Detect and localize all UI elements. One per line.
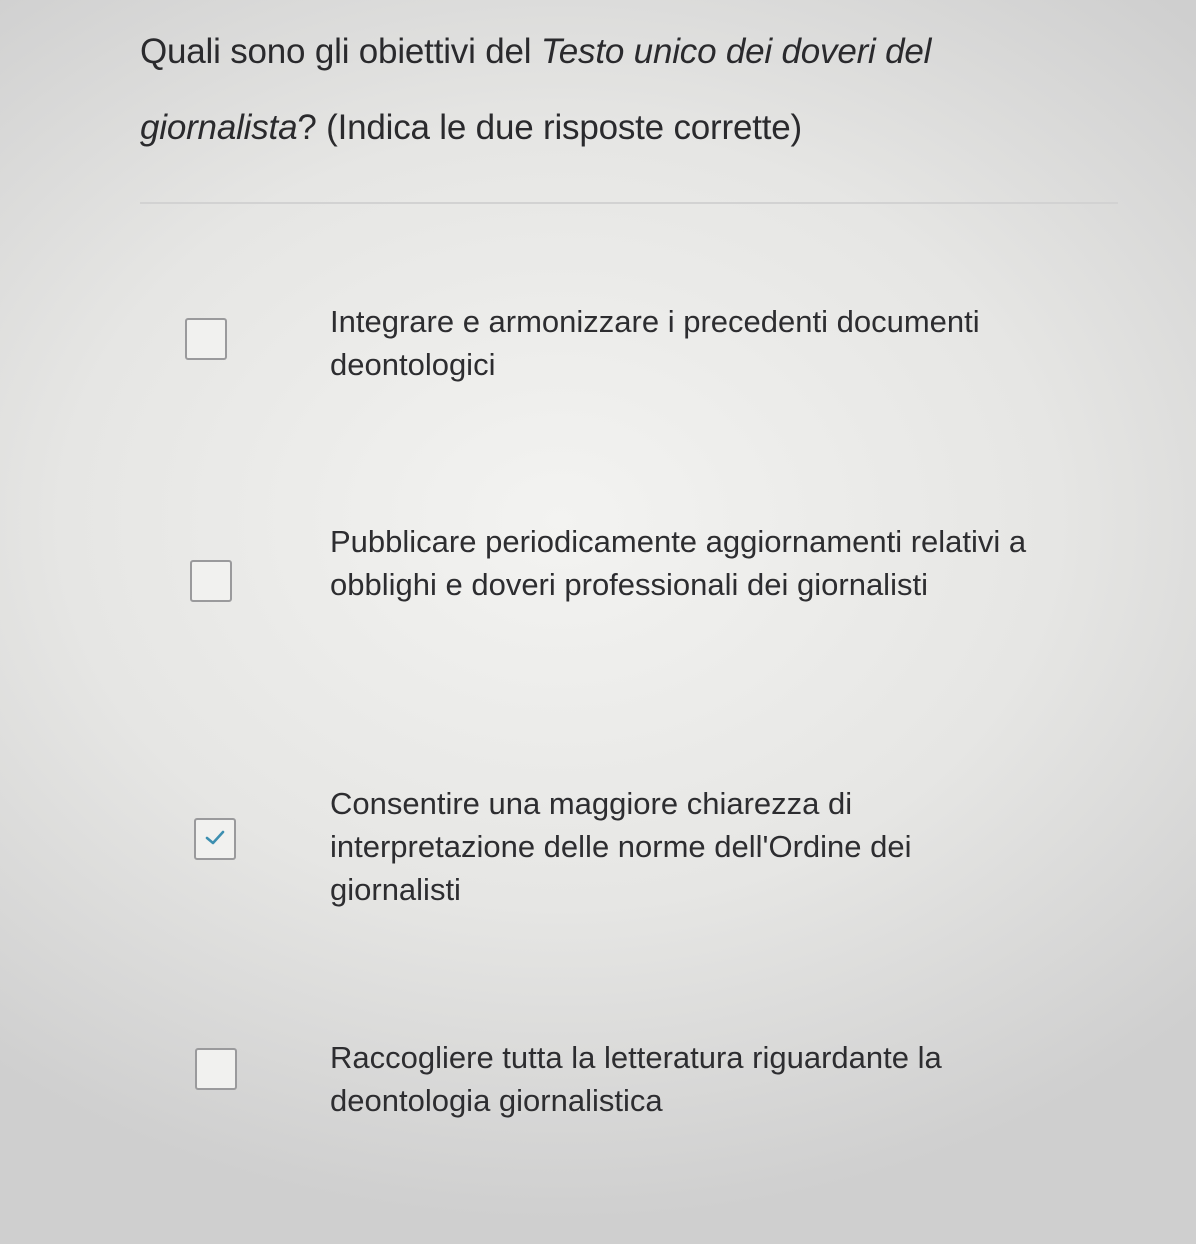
check-icon [204, 829, 226, 847]
question-prefix: Quali sono gli obiettivi del [140, 32, 541, 71]
question-title-part2: giornalista [140, 108, 298, 147]
question-text [140, 14, 1100, 166]
checkbox-option-4[interactable] [195, 1048, 237, 1090]
option-4-label: Raccogliere tutta la letteratura riguardante la deontologia giornalistica [330, 1040, 942, 1118]
question-suffix: ? (Indica le due risposte corrette) [297, 108, 802, 147]
option-3-label: Consentire una maggiore chiarezza di interpretazione delle norme dell'Ordine dei giornalisti [330, 786, 912, 907]
option-2-label: Pubblicare periodicamente aggiornamenti relativi a obblighi e doveri professionali dei giornalisti [330, 524, 1027, 602]
checkbox-option-2[interactable] [190, 560, 232, 602]
checkbox-option-1[interactable] [185, 318, 227, 360]
divider [140, 202, 1118, 204]
checkbox-option-3[interactable] [194, 818, 236, 860]
question-title-part1: Testo unico dei doveri del [540, 32, 932, 71]
option-1-label: Integrare e armonizzare i precedenti documenti deontologici [330, 304, 980, 382]
